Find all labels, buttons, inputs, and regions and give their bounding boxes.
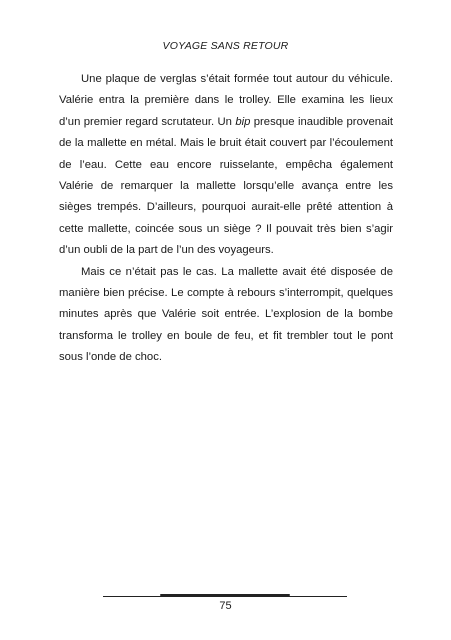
- running-header: VOYAGE SANS RETOUR: [162, 40, 289, 52]
- page-number: 75: [219, 600, 232, 612]
- paragraph-1-part-b: presque inaudible provenait de la mallette en métal. Mais le bruit était couvert par l’écoulement de l’eau. Cette eau encore ruisselante, empêcha également Valérie de remarquer la mallette lorsqu’elle avança entre les sièges trempés. D’ailleurs, pourquoi aurait-elle prêté attention à cette mallette, coincée sous un siège ? Il pouvait très bien s’agir d’un oubli de la part de l’un des voyageurs.: [59, 115, 393, 257]
- paragraph-2: Mais ce n’était pas le cas. La mallette avait été disposée de manière bien précise. Le compte à rebours s’interrompit, quelques minutes après que Valérie soit entrée. L’explosion de la bombe transforma le trolley en boule de feu, et fit trembler tout le pont sous l’onde de choc.: [59, 265, 393, 364]
- footer-rule: [103, 596, 347, 597]
- paragraph-1: [59, 69, 393, 262]
- paragraph-1-emphasis: bip: [235, 115, 251, 128]
- footer-rule-accent: [160, 594, 290, 596]
- body-text: [59, 69, 393, 369]
- paragraph-1-part-a: Une plaque de verglas s’était formée tout autour du véhicule. Valérie entra la première dans le trolley. Elle examina les lieux d’un premier regard scrutateur. Un: [59, 73, 393, 128]
